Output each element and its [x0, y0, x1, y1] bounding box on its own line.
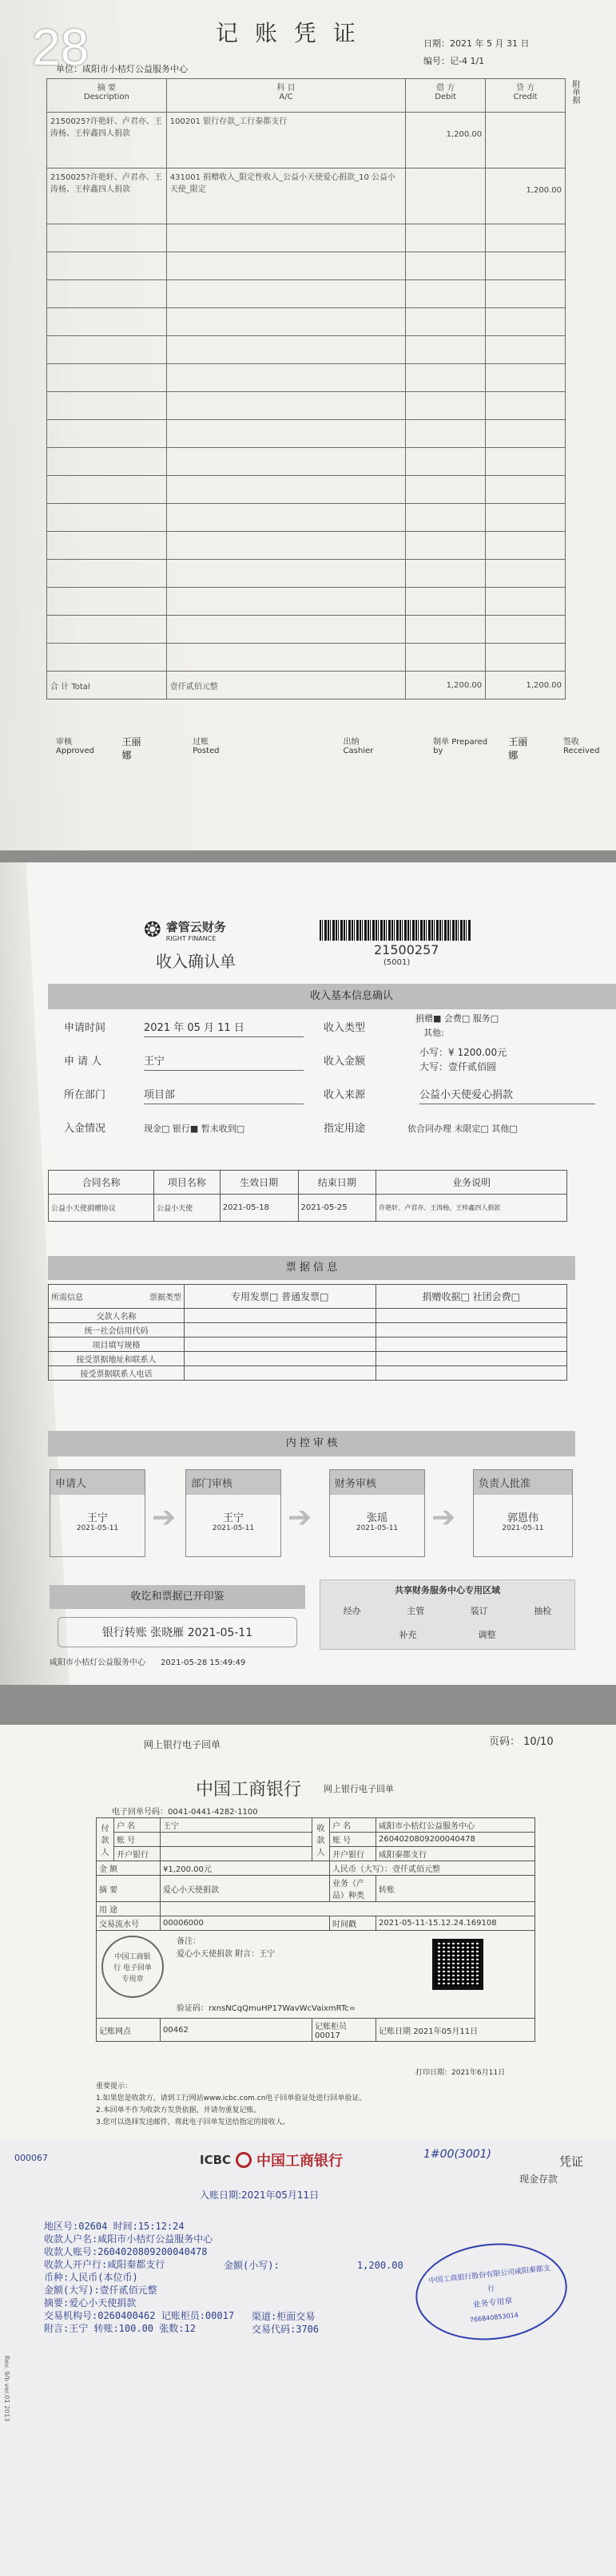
bank-sub: 网上银行电子回单 [324, 1784, 394, 1794]
print-date: 打印日期：2021年6月11日 [415, 2069, 506, 2077]
handwritten-note: 1#00(3001) [423, 2148, 492, 2161]
receipt-footer: 咸阳市小桔灯公益服务中心 2021-05-28 15:49:49 [50, 1659, 246, 1667]
attachment-label: 附单据 [570, 80, 579, 104]
icbc-logo: ICBC 中国工商银行 [200, 2153, 344, 2170]
total-label: 合 计 Total [47, 672, 167, 699]
voucher-title: 记 账 凭 证 [216, 20, 360, 46]
section-invoice: 票 据 信 息 [48, 1256, 575, 1280]
section-basic: 收入基本信息确认 [48, 984, 616, 1009]
voucher-date: 日期：2021 年 5 月 31 日 [423, 38, 530, 49]
flow-step: 负责人批准 郭恩伟 2021-05-11 [473, 1469, 573, 1557]
receipt-code: 21500257 [374, 942, 439, 957]
receipt-code-sub: (5001) [384, 958, 411, 967]
arrow-right-icon: ➔ [288, 1501, 312, 1534]
row-account: 431001 捐赠收入_限定性收入_公益小天使爱心捐款_10 公益小天使_限定 [166, 168, 405, 224]
flow-step: 申请人 王宁 2021-05-11 [50, 1469, 145, 1557]
col-debit: 借 方 Debit [406, 79, 486, 113]
shared-area: 共享财务服务中心专用区域 经办 主管 装订 抽检 补充 调整 [320, 1579, 575, 1650]
edge-text: Rev. 9/b ver.01 2013 [3, 2356, 10, 2422]
channel: 渠道:柜面交易 [252, 2311, 316, 2322]
row-debit [406, 168, 486, 224]
row-credit [486, 113, 566, 168]
left-code: 000067 [14, 2153, 48, 2163]
income-confirmation: ❂ 睿管云财务 RIGHT FINANCE 收入确认单 21500257 (5001) 收入基本信息确认 申请时间 2021 年 05 月 11 日 收入类型 捐赠■ 会费□ 服务□ 其他: 申 请 人 王宁 收入金额 小写：¥ 1200.00元 大写：壹仟贰佰圆 所在部门 项目部 收入来源 公益小天使爱心捐款 入金情况 现金□ 银行■ 暂未收到□ 指定用途 依合同办理 未限定□ 其他□ 合同名称 项目名称 生效日期 结束日期 业务说明 公益小天使捐赠协议 公益小天使 2021-05-18 2021-05-25 许艳轩、卢君亦、王涛杨，王梓鑫四人捐款 票 据 信 息 所需信息 票据类型 专用发票□ 普通发票□ 捐赠收据□ 社团会费□ 交款人名称 统一社会信用代码 项目填写规格 接受票据地址和联系人 接受票据联系人电话 内 控 审 核 申请人 王宁 2021-05-11 ➔ 部门审核 王宁 2021-05-11 ➔ 财务审核 张瑶 2021-05-11 ➔ 负责人批准 郭恩伟 2021-05-11 收讫和票据已开印鉴 银行转账 张晓雁 2021-05-11 共享财务服务中心专用区域 经办 主管 装订 抽检 补充 调整 咸阳市小桔灯公益服务中心 2021-05-28 15:49:49 [0, 862, 616, 1685]
remark-cell: 中国工商银行 电子回单 专用章 备注： 爱心小天使捐款 附言：王宁 验证码：rxnsNCqQmuHP17WavWcVaixmRTc= [97, 1931, 535, 2019]
bank-name: 中国工商银行 [196, 1780, 302, 1800]
voucher-type: 现金存款 [519, 2174, 558, 2185]
approval-flow [50, 1469, 577, 1565]
arrow-right-icon: ➔ [152, 1501, 177, 1534]
section-receipt: 收讫和票据已开印鉴 [50, 1585, 305, 1609]
row-summary: 2150025?许艳轩、卢君亦、王涛杨、王梓鑫四人捐款 [47, 168, 167, 224]
header-small: 网上银行电子回单 [144, 1739, 221, 1750]
section-control: 内 控 审 核 [48, 1431, 575, 1456]
voucher-org: 单位：咸阳市小桔灯公益服务中心 [56, 64, 188, 74]
notes: 重要提示： 1.如果您是收款方，请到工行网站www.icbc.com.cn电子回单验证处进行回单验证。 2.本回单不作为收款方发货依据，并请勿重复记账。 3.您可以选择发送邮件，将此电子回单发送给指定的接收人。 [96, 2083, 367, 2126]
journal-voucher [0, 0, 616, 850]
voucher-table [46, 78, 566, 699]
voucher-footer: 审核 Approved 王丽娜 过账 Posted 出纳 Cashier 制单 Prepared by 王丽娜 签收 Received [56, 736, 600, 761]
page-no: 页码： 10/10 [489, 1736, 554, 1748]
row-debit: 1,200.00 [406, 113, 486, 168]
brand-logo: ❂ 睿管云财务 RIGHT FINANCE [144, 918, 226, 942]
total-words: 壹仟贰佰元整 [166, 672, 405, 699]
business-seal: 中国工商银行股份有限公司咸阳秦都支行 业务专用章 766840853014 [411, 2236, 572, 2347]
receipt-stamp: 银行转账 张晓雁 2021-05-11 [58, 1617, 297, 1647]
entry-date: 入账日期:2021年05月11日 [200, 2190, 320, 2201]
voucher-title: 凭证 [559, 2154, 584, 2169]
bank-seal: 中国工商银行 电子回单 专用章 [101, 1936, 164, 1998]
total-credit: 1,200.00 [486, 672, 566, 699]
bank-table: 付款人 户 名 王宁 收款人 户 名 咸阳市小桔灯公益服务中心 账 号 账 号 2604020809200040478 开户银行 开户银行 咸阳秦都支行 金 额 ¥1,200.00元 人民币（大写）：壹仟贰佰元整 摘 要 爱心小天使捐款 业务（产品）种类 转账 用 途 交易流水号 00006000 时间戳 2021-05-11-15.12.24.169108 中国工商银行 电子回单 专用章 备注： 爱心小天使捐款 附言：王宁 验证码：rxnsNCqQmuHP17WavWcVaixmRTc= 记账网点 00462 记账柜员 00017 记账日期 2021年05月11日 [96, 1817, 535, 2042]
tx-code: 交易代码:3706 [252, 2324, 320, 2335]
arrow-right-icon: ➔ [431, 1501, 456, 1534]
barcode [320, 920, 471, 941]
serial: 电子回单号码：0041-0441-4282-1100 [112, 1808, 258, 1817]
qr-code [432, 1939, 483, 1990]
row-account: 100201 银行存款_工行秦都支行 [166, 113, 405, 168]
contract-table: 合同名称 项目名称 生效日期 结束日期 业务说明 公益小天使捐赠协议 公益小天使 2021-05-18 2021-05-25 许艳轩、卢君亦、王涛杨，王梓鑫四人捐款 [48, 1170, 567, 1222]
row-summary: 2150025?许艳轩、卢君亦、王涛杨、王梓鑫四人捐款 [47, 113, 167, 168]
icbc-deposit-voucher [0, 2140, 616, 2576]
bank-e-receipt [0, 1725, 616, 2140]
amount-small: 金额(小写): 1,200.00 [224, 2260, 403, 2271]
flow-step: 部门审核 王宁 2021-05-11 [185, 1469, 281, 1557]
receipt-title: 收入确认单 [156, 952, 236, 971]
voucher-lines: 地区号:02604 时间:15:12:24 收款人户名:咸阳市小桔灯公益服务中心 收款人账号:2604020809200040478 收款人开户行:咸阳秦都支行 币种:人民币(本位币) 金额(大写):壹仟贰佰元整 摘要:爱心小天使捐款 交易机构号:0260400462 记账柜员:00017 附言:王宁 转账:100.00 张数:12 [44, 2221, 235, 2334]
col-summary: 摘 要 Description [47, 79, 167, 113]
voucher-number: 编号：记-4 1/1 [423, 56, 485, 66]
page-number: 28 [32, 18, 89, 76]
icbc-icon [236, 2152, 252, 2168]
brand-icon: ❂ [144, 918, 161, 942]
row-credit: 1,200.00 [486, 168, 566, 224]
flow-step: 财务审核 张瑶 2021-05-11 [329, 1469, 425, 1557]
col-account: 科 目 A/C [166, 79, 405, 113]
col-credit: 贷 方 Credit [486, 79, 566, 113]
total-debit: 1,200.00 [406, 672, 486, 699]
invoice-table: 所需信息 票据类型 专用发票□ 普通发票□ 捐赠收据□ 社团会费□ 交款人名称 统一社会信用代码 项目填写规格 接受票据地址和联系人 接受票据联系人电话 [48, 1284, 567, 1381]
